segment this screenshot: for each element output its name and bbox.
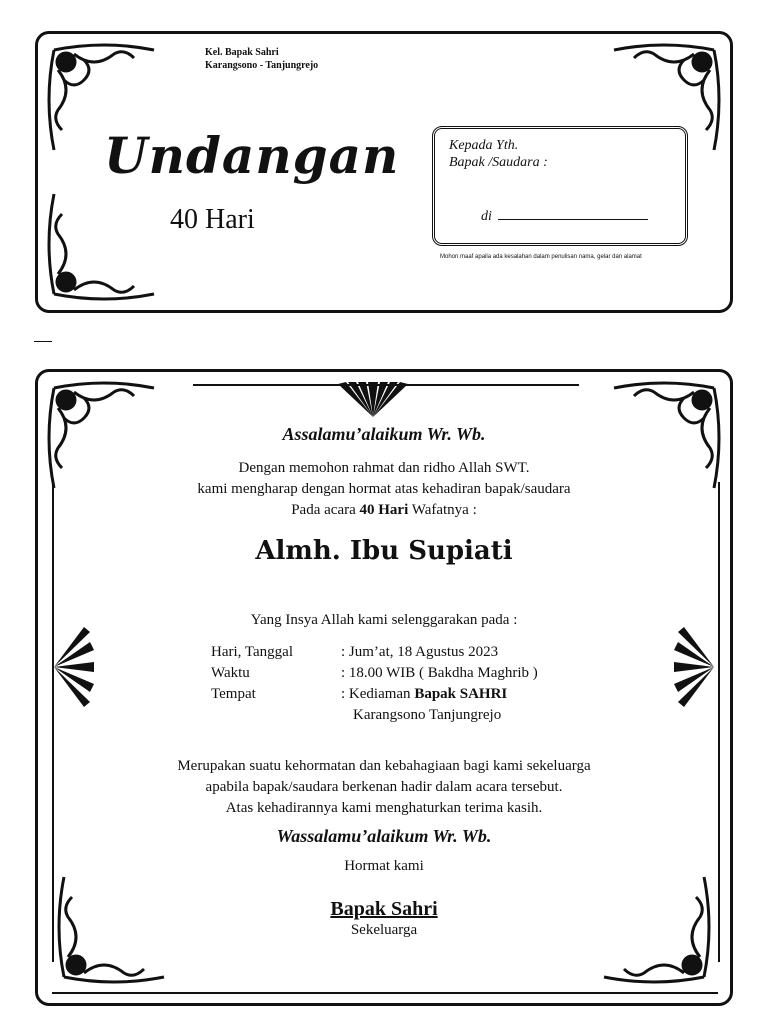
address-di-label: di	[481, 209, 492, 224]
detail-label: Tempat	[211, 686, 256, 702]
envelope-subtitle: 40 Hari	[170, 204, 255, 235]
invitation-card	[35, 369, 733, 1006]
sunburst-icon	[338, 382, 408, 417]
detail-value: : 18.00 WIB ( Bakdha Maghrib )	[341, 665, 538, 681]
detail-row	[211, 663, 538, 684]
body-line-3-bold: 40 Hari	[359, 502, 409, 518]
detail-row	[211, 642, 538, 663]
address-blank-line	[498, 219, 648, 220]
closing-line-2: apabila bapak/saudara berkenan hadir dalam acara tersebut.	[205, 779, 563, 795]
envelope-title: Undangan	[104, 126, 400, 185]
body-line-3	[38, 500, 730, 521]
detail-label: Waktu	[211, 665, 250, 681]
sender-block	[205, 46, 318, 72]
farewell: Wassalamu’alaikum Wr. Wb.	[276, 826, 492, 846]
apology-note: Mohon maaf apaila ada kesalahan dalam penulisan nama, gelar dan alamat	[440, 254, 642, 260]
body-line-3-post: Wafatnya :	[408, 502, 477, 518]
address-recipient	[449, 137, 548, 171]
greeting: Assalamu’alaikum Wr. Wb.	[282, 424, 486, 444]
address-location	[481, 209, 648, 225]
closing-paragraph	[38, 756, 730, 819]
floral-corner-icon	[44, 184, 164, 304]
frame-line-bottom	[52, 992, 718, 994]
detail-value-line2: Karangsono Tanjungrejo	[353, 707, 502, 723]
detail-value-pre: : Kediaman	[341, 686, 415, 702]
detail-row	[211, 705, 538, 726]
address-box	[432, 126, 688, 246]
sender-address: Karangsono - Tanjungrejo	[205, 60, 319, 71]
detail-row	[211, 684, 538, 705]
address-line-2: Bapak /Saudara :	[449, 155, 548, 170]
detail-label: Hari, Tanggal	[211, 644, 293, 660]
sunburst-icon	[674, 622, 714, 712]
deceased-name: Almh. Ibu Supiati	[255, 536, 513, 566]
invitation-body	[38, 458, 730, 521]
closing-line-3: Atas kehadirannya kami menghaturkan terima kasih.	[225, 800, 543, 816]
body-line-3-pre: Pada acara	[291, 502, 360, 518]
body-line-1: Dengan memohon rahmat dan ridho Allah SWT.	[238, 460, 530, 476]
envelope-card	[35, 31, 733, 313]
regards: Hormat kami	[344, 858, 424, 874]
detail-value	[341, 684, 507, 705]
closing-line-1: Merupakan suatu kehormatan dan kebahagiaan bagi kami sekeluarga	[177, 758, 591, 774]
signer-name: Bapak Sahri	[330, 898, 438, 920]
detail-value: : Jum’at, 18 Agustus 2023	[341, 644, 499, 660]
sunburst-icon	[54, 622, 94, 712]
detail-value-bold: Bapak SAHRI	[414, 686, 508, 702]
event-details	[211, 642, 538, 726]
schedule-intro: Yang Insya Allah kami selenggarakan pada :	[250, 612, 518, 628]
signer-family: Sekeluarga	[350, 922, 418, 938]
separator-dash	[34, 341, 52, 342]
body-line-2: kami mengharap dengan hormat atas kehadiran bapak/saudara	[197, 481, 571, 497]
sender-name: Kel. Bapak Sahri	[205, 47, 279, 58]
address-line-1: Kepada Yth.	[449, 138, 519, 153]
